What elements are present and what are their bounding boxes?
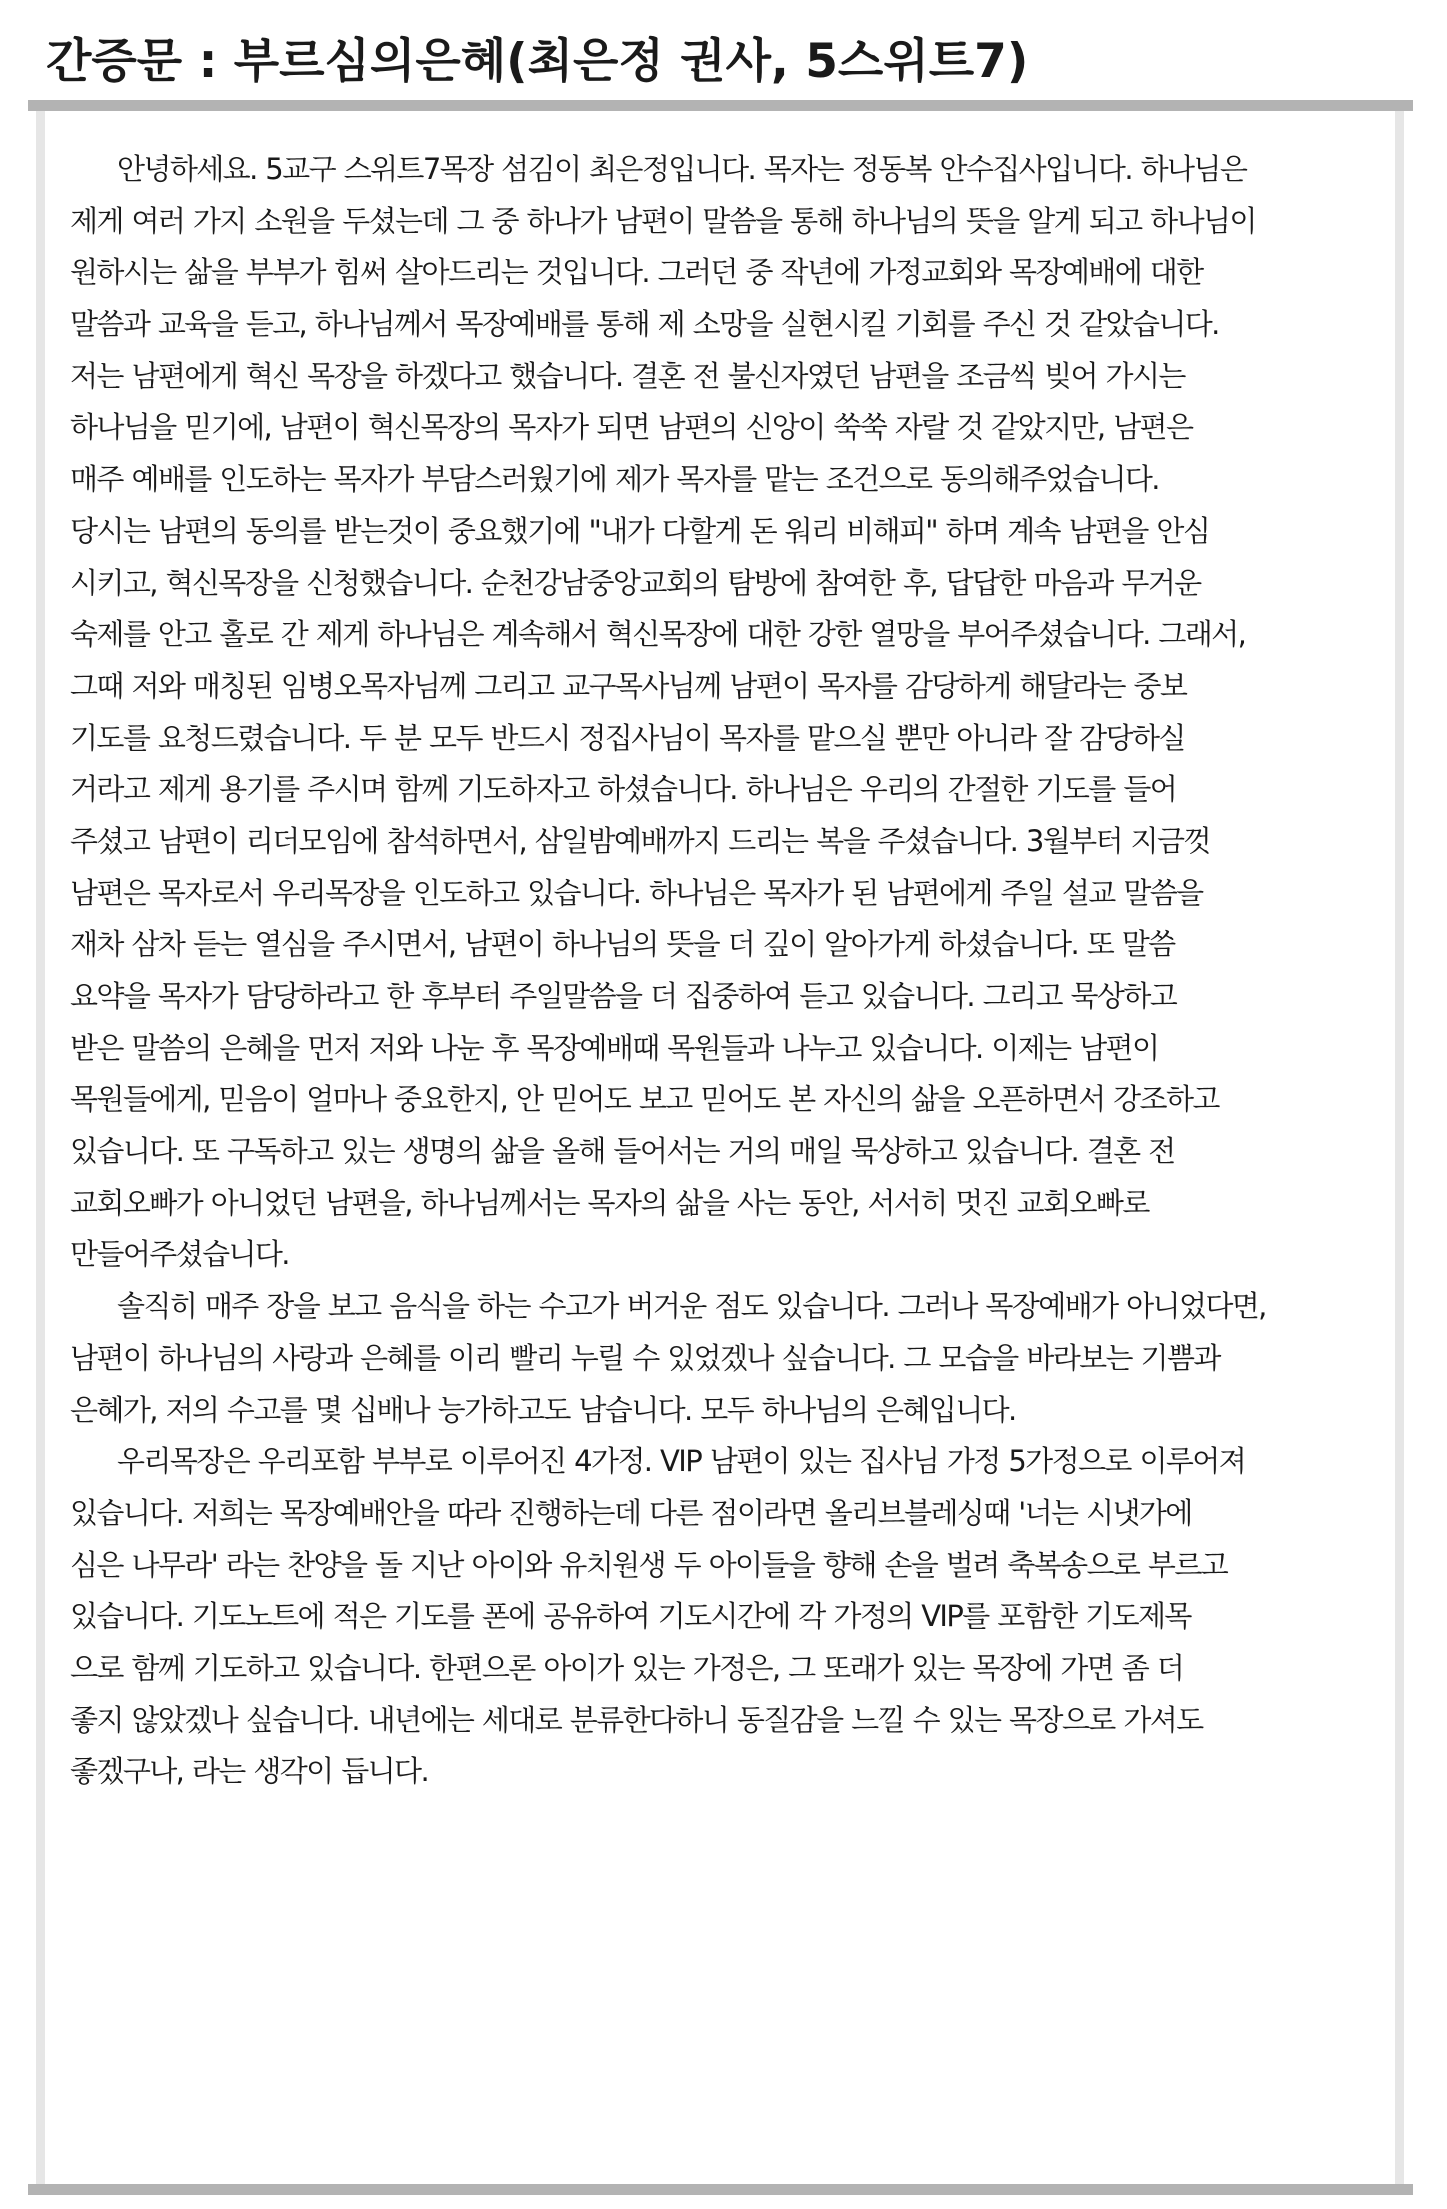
paragraph-3-line: 우리목장은 우리포함 부부로 이루어진 4가정. VIP 남편이 있는 집사님 가정 5가정으로 이루어져 [117,1444,1246,1479]
paragraph-2-line: 솔직히 매주 장을 보고 음식을 하는 수고가 버거운 점도 있습니다. 그러나 목장예배가 아니었다면, [117,1289,1266,1324]
paragraph-1-line: 남편은 목자로서 우리목장을 인도하고 있습니다. 하나님은 목자가 된 남편에게 주일 설교 말씀을 [70,875,1203,910]
paragraph-2-line: 은혜가, 저의 수고를 몇 십배나 능가하고도 남습니다. 모두 하나님의 은혜입니다. [70,1392,1016,1427]
paragraph-1-line: 받은 말씀의 은혜을 먼저 저와 나눈 후 목장예배때 목원들과 나누고 있습니다. 이제는 남편이 [70,1030,1159,1065]
paragraph-3-line: 좋지 않았겠나 싶습니다. 내년에는 세대로 분류한다하니 동질감을 느낄 수 있는 목장으로 가셔도 [70,1702,1203,1737]
paragraph-1-line: 그때 저와 매칭된 임병오목자님께 그리고 교구목사님께 남편이 목자를 감당하게 해달라는 중보 [70,668,1187,703]
paragraph-1-line: 만들어주셨습니다. [70,1237,289,1272]
paragraph-3-line: 좋겠구나, 라는 생각이 듭니다. [70,1754,429,1789]
paragraph-1-line: 시키고, 혁신목장을 신청했습니다. 순천강남중앙교회의 탐방에 참여한 후, 답답한 마음과 무거운 [70,565,1201,600]
paragraph-3-line: 있습니다. 저희는 목장예배안을 따라 진행하는데 다른 점이라면 올리브블레싱때 '너는 시냇가에 [70,1495,1192,1530]
paragraph-1-line: 주셨고 남편이 리더모임에 참석하면서, 삼일밤예배까지 드리는 복을 주셨습니다. 3월부터 지금껏 [70,823,1210,858]
paragraph-1-line: 저는 남편에게 혁신 목장을 하겠다고 했습니다. 결혼 전 불신자였던 남편을 조금씩 빚어 가시는 [70,358,1185,393]
paragraph-3-line: 심은 나무라' 라는 찬양을 돌 지난 아이와 유치원생 두 아이들을 향해 손을 벌려 축복송으로 부르고 [70,1547,1228,1582]
paragraph-1-line: 재차 삼차 듣는 열심을 주시면서, 남편이 하나님의 뜻을 더 깊이 알아가게 하셨습니다. 또 말씀 [70,927,1175,962]
paragraph-1-line: 목원들에게, 믿음이 얼마나 중요한지, 안 믿어도 보고 믿어도 본 자신의 삶을 오픈하면서 강조하고 [70,1082,1219,1117]
paragraph-1-line: 당시는 남편의 동의를 받는것이 중요했기에 "내가 다할게 돈 워리 비해피" 하며 계속 남편을 안심 [70,513,1210,548]
paragraph-1-line: 기도를 요청드렸습니다. 두 분 모두 반드시 정집사님이 목자를 맡으실 뿐만 아니라 잘 감당하실 [70,720,1185,755]
paragraph-1-line: 말씀과 교육을 듣고, 하나님께서 목장예배를 통해 제 소망을 실현시킬 기회를 주신 것 같았습니다. [70,307,1219,342]
paragraph-1-line: 거라고 제게 용기를 주시며 함께 기도하자고 하셨습니다. 하나님은 우리의 간절한 기도를 들어 [70,772,1177,807]
paragraph-2-line: 남편이 하나님의 사랑과 은혜를 이리 빨리 누릴 수 있었겠나 싶습니다. 그 모습을 바라보는 기쁨과 [70,1340,1220,1375]
paragraph-1-line: 교회오빠가 아니었던 남편을, 하나님께서는 목자의 삶을 사는 동안, 서서히 멋진 교회오빠로 [70,1185,1149,1220]
paragraph-1-line: 숙제를 안고 홀로 간 제게 하나님은 계속해서 혁신목장에 대한 강한 열망을 부어주셨습니다. 그래서, [70,617,1246,652]
paragraph-3-line: 으로 함께 기도하고 있습니다. 한편으론 아이가 있는 가정은, 그 또래가 있는 목장에 가면 좀 더 [70,1650,1184,1685]
paragraph-1-line: 요약을 목자가 담당하라고 한 후부터 주일말씀을 더 집중하여 듣고 있습니다. 그리고 묵상하고 [70,979,1177,1013]
bottom-divider [28,2184,1413,2195]
paragraph-1-line: 원하시는 삶을 부부가 힘써 살아드리는 것입니다. 그러던 중 작년에 가정교회와 목장예배에 대한 [70,255,1203,290]
paragraph-1-line: 제게 여러 가지 소원을 두셨는데 그 중 하나가 남편이 말씀을 통해 하나님의 뜻을 알게 되고 하나님이 [70,203,1256,238]
paragraph-1-line: 있습니다. 또 구독하고 있는 생명의 삶을 올해 들어서는 거의 매일 묵상하고 있습니다. 결혼 전 [70,1134,1175,1169]
paragraph-1-line: 하나님을 믿기에, 남편이 혁신목장의 목자가 되면 남편의 신앙이 쑥쑥 자랄 것 같았지만, 남편은 [70,410,1193,445]
title-divider [28,100,1413,111]
paragraph-3-line: 있습니다. 기도노트에 적은 기도를 폰에 공유하여 기도시간에 각 가정의 VIP를 포함한 기도제목 [70,1599,1191,1634]
article-title: 간증문 : 부르심의은혜(최은정 권사, 5스위트7) [46,34,1029,89]
paragraph-1-line: 매주 예배를 인도하는 목자가 부담스러웠기에 제가 목자를 맡는 조건으로 동의해주었습니다. [70,462,1159,497]
paragraph-1-line: 안녕하세요. 5교구 스위트7목장 섬김이 최은정입니다. 목자는 정동복 안수집사입니다. 하나님은 [117,152,1247,186]
article-body [70,144,1370,1798]
